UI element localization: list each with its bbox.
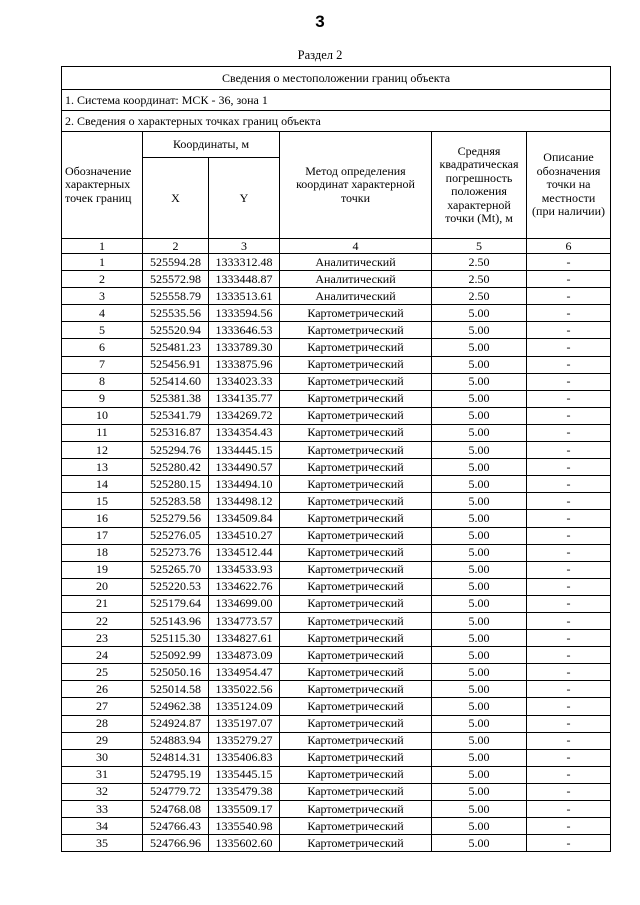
cell-y: 1335406.83 — [209, 749, 280, 766]
cell-description: - — [527, 647, 611, 664]
cell-point-number: 25 — [62, 664, 143, 681]
table-title-row — [62, 67, 611, 90]
column-number: 2 — [143, 239, 209, 254]
cell-x: 525014.58 — [143, 681, 209, 698]
cell-error: 2.50 — [432, 254, 527, 271]
header-y: Y — [209, 158, 280, 239]
cell-point-number: 28 — [62, 715, 143, 732]
cell-method: Аналитический — [280, 254, 432, 271]
cell-point-number: 19 — [62, 561, 143, 578]
cell-x: 525481.23 — [143, 339, 209, 356]
cell-method: Аналитический — [280, 288, 432, 305]
cell-description: - — [527, 612, 611, 629]
cell-description: - — [527, 322, 611, 339]
cell-y: 1334533.93 — [209, 561, 280, 578]
cell-point-number: 26 — [62, 681, 143, 698]
cell-error: 5.00 — [432, 630, 527, 647]
cell-x: 525143.96 — [143, 612, 209, 629]
header-row-1 — [62, 132, 611, 158]
cell-error: 5.00 — [432, 442, 527, 459]
cell-error: 5.00 — [432, 715, 527, 732]
table-row — [62, 322, 611, 339]
cell-error: 5.00 — [432, 373, 527, 390]
cell-description: - — [527, 390, 611, 407]
column-number: 4 — [280, 239, 432, 254]
cell-description: - — [527, 578, 611, 595]
table-row — [62, 493, 611, 510]
cell-x: 525535.56 — [143, 305, 209, 322]
cell-y: 1335602.60 — [209, 835, 280, 852]
table-row — [62, 476, 611, 493]
cell-point-number: 10 — [62, 407, 143, 424]
cell-y: 1334269.72 — [209, 407, 280, 424]
cell-method: Картометрический — [280, 544, 432, 561]
cell-y: 1334498.12 — [209, 493, 280, 510]
cell-y: 1335022.56 — [209, 681, 280, 698]
cell-point-number: 30 — [62, 749, 143, 766]
cell-x: 525283.58 — [143, 493, 209, 510]
cell-y: 1333789.30 — [209, 339, 280, 356]
cell-method: Картометрический — [280, 783, 432, 800]
cell-point-number: 6 — [62, 339, 143, 356]
cell-error: 5.00 — [432, 766, 527, 783]
header-method: Метод определения координат характерной точки — [280, 132, 432, 239]
table-row — [62, 732, 611, 749]
cell-description: - — [527, 271, 611, 288]
cell-y: 1335279.27 — [209, 732, 280, 749]
cell-y: 1334023.33 — [209, 373, 280, 390]
cell-method: Картометрический — [280, 595, 432, 612]
cell-y: 1333448.87 — [209, 271, 280, 288]
cell-y: 1335479.38 — [209, 783, 280, 800]
cell-y: 1334827.61 — [209, 630, 280, 647]
cell-y: 1334445.15 — [209, 442, 280, 459]
cell-description: - — [527, 783, 611, 800]
cell-y: 1334773.57 — [209, 612, 280, 629]
column-number: 3 — [209, 239, 280, 254]
table-row — [62, 835, 611, 852]
cell-point-number: 12 — [62, 442, 143, 459]
cell-description: - — [527, 732, 611, 749]
cell-error: 5.00 — [432, 339, 527, 356]
cell-x: 525115.30 — [143, 630, 209, 647]
table-row — [62, 749, 611, 766]
cell-method: Картометрический — [280, 664, 432, 681]
cell-method: Картометрический — [280, 442, 432, 459]
table-row — [62, 339, 611, 356]
cell-method: Картометрический — [280, 715, 432, 732]
cell-error: 5.00 — [432, 493, 527, 510]
cell-x: 525092.99 — [143, 647, 209, 664]
cell-x: 524924.87 — [143, 715, 209, 732]
cell-method: Картометрический — [280, 578, 432, 595]
table-row — [62, 373, 611, 390]
cell-y: 1334509.84 — [209, 510, 280, 527]
cell-error: 5.00 — [432, 356, 527, 373]
cell-x: 525558.79 — [143, 288, 209, 305]
table-row — [62, 647, 611, 664]
page-number: 3 — [315, 12, 325, 31]
cell-description: - — [527, 305, 611, 322]
cell-method: Картометрический — [280, 801, 432, 818]
cell-y: 1335124.09 — [209, 698, 280, 715]
cell-error: 5.00 — [432, 681, 527, 698]
cell-description: - — [527, 766, 611, 783]
cell-error: 5.00 — [432, 749, 527, 766]
cell-method: Картометрический — [280, 459, 432, 476]
table-row — [62, 459, 611, 476]
cell-method: Картометрический — [280, 749, 432, 766]
table-row — [62, 595, 611, 612]
cell-point-number: 22 — [62, 612, 143, 629]
cell-point-number: 18 — [62, 544, 143, 561]
cell-point-number: 29 — [62, 732, 143, 749]
header-coordinates: Координаты, м — [143, 132, 280, 158]
cell-x: 524883.94 — [143, 732, 209, 749]
cell-description: - — [527, 664, 611, 681]
header-x: X — [143, 158, 209, 239]
cell-error: 5.00 — [432, 459, 527, 476]
table-row — [62, 561, 611, 578]
table-title: Сведения о местоположении границ объекта — [62, 67, 611, 90]
cell-y: 1334354.43 — [209, 424, 280, 441]
cell-method: Картометрический — [280, 493, 432, 510]
cell-y: 1335509.17 — [209, 801, 280, 818]
cell-description: - — [527, 835, 611, 852]
cell-description: - — [527, 818, 611, 835]
cell-description: - — [527, 442, 611, 459]
table-row — [62, 783, 611, 800]
cell-y: 1334954.47 — [209, 664, 280, 681]
header-description: Описание обозначения точки на местности (при наличии) — [527, 132, 611, 239]
cell-y: 1335445.15 — [209, 766, 280, 783]
cell-description: - — [527, 476, 611, 493]
cell-x: 525179.64 — [143, 595, 209, 612]
cell-point-number: 23 — [62, 630, 143, 647]
cell-x: 525279.56 — [143, 510, 209, 527]
header-point-designation: Обозначение характерных точек границ — [62, 132, 143, 239]
cell-x: 524768.08 — [143, 801, 209, 818]
column-number: 5 — [432, 239, 527, 254]
boundary-points-table — [61, 66, 611, 852]
cell-error: 5.00 — [432, 835, 527, 852]
cell-point-number: 24 — [62, 647, 143, 664]
cell-description: - — [527, 595, 611, 612]
coordinate-system-row — [62, 90, 611, 111]
cell-y: 1333594.56 — [209, 305, 280, 322]
cell-error: 5.00 — [432, 732, 527, 749]
cell-description: - — [527, 749, 611, 766]
cell-x: 525280.15 — [143, 476, 209, 493]
cell-point-number: 9 — [62, 390, 143, 407]
table-row — [62, 544, 611, 561]
cell-method: Картометрический — [280, 424, 432, 441]
cell-y: 1335540.98 — [209, 818, 280, 835]
cell-point-number: 5 — [62, 322, 143, 339]
cell-method: Картометрический — [280, 322, 432, 339]
cell-x: 525414.60 — [143, 373, 209, 390]
cell-x: 525381.38 — [143, 390, 209, 407]
cell-error: 5.00 — [432, 801, 527, 818]
cell-point-number: 3 — [62, 288, 143, 305]
cell-x: 525220.53 — [143, 578, 209, 595]
cell-method: Картометрический — [280, 766, 432, 783]
cell-description: - — [527, 681, 611, 698]
cell-method: Картометрический — [280, 339, 432, 356]
cell-point-number: 14 — [62, 476, 143, 493]
cell-description: - — [527, 356, 611, 373]
cell-y: 1333312.48 — [209, 254, 280, 271]
cell-x: 525273.76 — [143, 544, 209, 561]
cell-y: 1334622.76 — [209, 578, 280, 595]
cell-y: 1334873.09 — [209, 647, 280, 664]
table-row — [62, 681, 611, 698]
cell-x: 525294.76 — [143, 442, 209, 459]
cell-y: 1333646.53 — [209, 322, 280, 339]
cell-description: - — [527, 527, 611, 544]
cell-error: 5.00 — [432, 390, 527, 407]
cell-error: 5.00 — [432, 476, 527, 493]
points-heading: 2. Сведения о характерных точках границ объекта — [62, 111, 611, 132]
table-body — [62, 67, 611, 852]
cell-point-number: 11 — [62, 424, 143, 441]
cell-method: Картометрический — [280, 732, 432, 749]
table-row — [62, 390, 611, 407]
cell-description: - — [527, 254, 611, 271]
table-row — [62, 254, 611, 271]
cell-error: 5.00 — [432, 407, 527, 424]
cell-x: 525456.91 — [143, 356, 209, 373]
cell-error: 5.00 — [432, 544, 527, 561]
cell-description: - — [527, 459, 611, 476]
table-row — [62, 356, 611, 373]
cell-method: Картометрический — [280, 305, 432, 322]
table-row — [62, 510, 611, 527]
cell-method: Картометрический — [280, 681, 432, 698]
cell-method: Картометрический — [280, 476, 432, 493]
table-row — [62, 664, 611, 681]
cell-x: 524962.38 — [143, 698, 209, 715]
cell-error: 5.00 — [432, 647, 527, 664]
table-row — [62, 801, 611, 818]
cell-method: Картометрический — [280, 527, 432, 544]
cell-error: 5.00 — [432, 527, 527, 544]
cell-description: - — [527, 288, 611, 305]
cell-y: 1334490.57 — [209, 459, 280, 476]
cell-error: 5.00 — [432, 424, 527, 441]
cell-point-number: 1 — [62, 254, 143, 271]
cell-method: Картометрический — [280, 835, 432, 852]
cell-description: - — [527, 801, 611, 818]
cell-method: Картометрический — [280, 510, 432, 527]
cell-y: 1333875.96 — [209, 356, 280, 373]
table-row — [62, 818, 611, 835]
cell-method: Картометрический — [280, 818, 432, 835]
cell-error: 5.00 — [432, 595, 527, 612]
cell-y: 1334510.27 — [209, 527, 280, 544]
cell-y: 1334494.10 — [209, 476, 280, 493]
cell-point-number: 16 — [62, 510, 143, 527]
cell-point-number: 13 — [62, 459, 143, 476]
cell-error: 5.00 — [432, 322, 527, 339]
cell-error: 5.00 — [432, 561, 527, 578]
table-row — [62, 442, 611, 459]
cell-point-number: 33 — [62, 801, 143, 818]
cell-description: - — [527, 493, 611, 510]
cell-point-number: 27 — [62, 698, 143, 715]
table-row — [62, 305, 611, 322]
table-row — [62, 288, 611, 305]
cell-method: Картометрический — [280, 390, 432, 407]
cell-error: 2.50 — [432, 288, 527, 305]
cell-method: Картометрический — [280, 373, 432, 390]
cell-point-number: 34 — [62, 818, 143, 835]
cell-point-number: 8 — [62, 373, 143, 390]
cell-point-number: 17 — [62, 527, 143, 544]
cell-point-number: 21 — [62, 595, 143, 612]
cell-description: - — [527, 339, 611, 356]
cell-point-number: 35 — [62, 835, 143, 852]
cell-error: 5.00 — [432, 818, 527, 835]
cell-point-number: 7 — [62, 356, 143, 373]
cell-method: Картометрический — [280, 647, 432, 664]
cell-y: 1335197.07 — [209, 715, 280, 732]
cell-error: 5.00 — [432, 783, 527, 800]
cell-point-number: 32 — [62, 783, 143, 800]
cell-y: 1333513.61 — [209, 288, 280, 305]
cell-y: 1334512.44 — [209, 544, 280, 561]
cell-x: 524795.19 — [143, 766, 209, 783]
cell-method: Картометрический — [280, 356, 432, 373]
cell-method: Картометрический — [280, 407, 432, 424]
cell-method: Картометрический — [280, 561, 432, 578]
table-row — [62, 766, 611, 783]
cell-description: - — [527, 698, 611, 715]
cell-x: 525520.94 — [143, 322, 209, 339]
cell-x: 524814.31 — [143, 749, 209, 766]
table-row — [62, 578, 611, 595]
section-title: Раздел 2 — [297, 48, 343, 62]
cell-point-number: 15 — [62, 493, 143, 510]
column-number: 1 — [62, 239, 143, 254]
cell-method: Аналитический — [280, 271, 432, 288]
cell-x: 525572.98 — [143, 271, 209, 288]
table-row — [62, 612, 611, 629]
table-row — [62, 698, 611, 715]
table-row — [62, 715, 611, 732]
cell-point-number: 31 — [62, 766, 143, 783]
table-row — [62, 407, 611, 424]
cell-description: - — [527, 407, 611, 424]
points-heading-row — [62, 111, 611, 132]
cell-x: 525265.70 — [143, 561, 209, 578]
cell-method: Картометрический — [280, 630, 432, 647]
table-row — [62, 271, 611, 288]
cell-description: - — [527, 544, 611, 561]
cell-x: 525341.79 — [143, 407, 209, 424]
cell-x: 524779.72 — [143, 783, 209, 800]
cell-point-number: 20 — [62, 578, 143, 595]
cell-point-number: 2 — [62, 271, 143, 288]
table-row — [62, 630, 611, 647]
cell-description: - — [527, 715, 611, 732]
column-number: 6 — [527, 239, 611, 254]
cell-method: Картометрический — [280, 698, 432, 715]
cell-error: 5.00 — [432, 612, 527, 629]
cell-x: 525280.42 — [143, 459, 209, 476]
cell-point-number: 4 — [62, 305, 143, 322]
cell-error: 5.00 — [432, 305, 527, 322]
cell-method: Картометрический — [280, 612, 432, 629]
cell-x: 525594.28 — [143, 254, 209, 271]
coordinate-system: 1. Система координат: МСК - 36, зона 1 — [62, 90, 611, 111]
cell-description: - — [527, 561, 611, 578]
cell-y: 1334699.00 — [209, 595, 280, 612]
cell-x: 525050.16 — [143, 664, 209, 681]
cell-description: - — [527, 373, 611, 390]
cell-error: 5.00 — [432, 664, 527, 681]
header-error: Средняя квадратическая погрешность положения характерной точки (Mt), м — [432, 132, 527, 239]
cell-y: 1334135.77 — [209, 390, 280, 407]
cell-error: 5.00 — [432, 578, 527, 595]
cell-description: - — [527, 630, 611, 647]
column-number-row — [62, 239, 611, 254]
cell-error: 5.00 — [432, 510, 527, 527]
cell-error: 2.50 — [432, 271, 527, 288]
cell-description: - — [527, 424, 611, 441]
cell-x: 524766.96 — [143, 835, 209, 852]
table-row — [62, 527, 611, 544]
cell-x: 525316.87 — [143, 424, 209, 441]
cell-x: 525276.05 — [143, 527, 209, 544]
table-row — [62, 424, 611, 441]
cell-x: 524766.43 — [143, 818, 209, 835]
cell-description: - — [527, 510, 611, 527]
cell-error: 5.00 — [432, 698, 527, 715]
